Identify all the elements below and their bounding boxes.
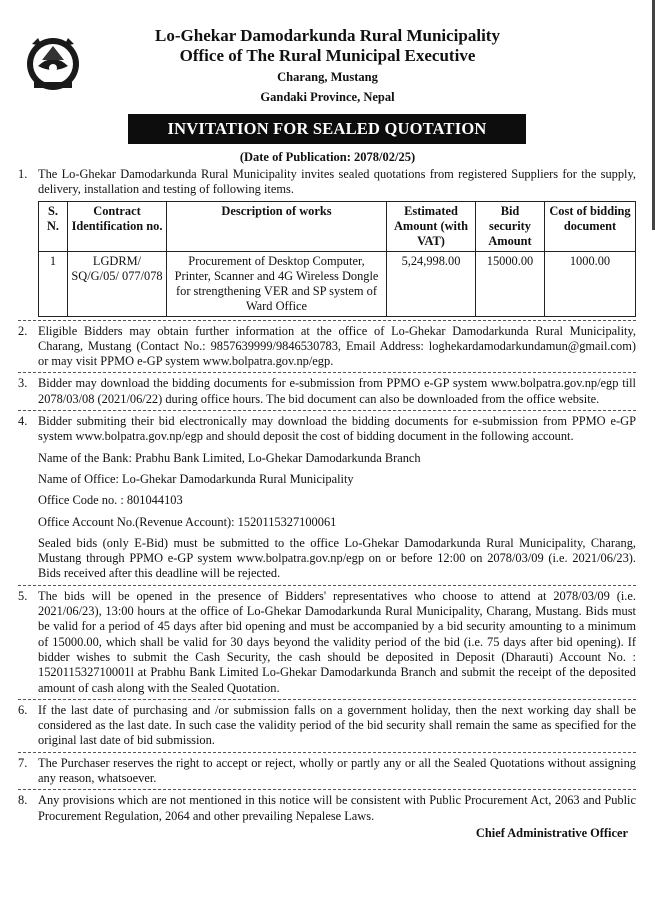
table-row <box>39 251 636 316</box>
notice-item-1 <box>18 167 636 198</box>
office-account: Office Account No.(Revenue Account): 1520115327100061 <box>38 514 337 529</box>
divider <box>18 789 636 790</box>
item-text: The bids will be opened in the presence of Bidders' representatives who choose to attend at 2078/03/09 (i.e. 2021/06/23), 13:00 hours at the office of Lo-Ghekar Damodarkunda Rural Municipality, Charang, Mustang. Bids must be valid for a period of 45 days after bid opening and must be accompanied by a bid security amounting to a minimum of 15000.00, which shall be valid for 30 days beyond the validity period of the bid (i.e. 75 days after bid opening). If bidder wishes to submit the Cash Security, the cash should be deposited in Deposit (Dharauti) Account No. : 152011532710001l at Prabhu Bank Limited Lo-Ghekar Damodarkunda Branch and submit the receipt of the deposited amount of cash along with the Sealed Quotation. <box>38 588 636 695</box>
cell-bid-security: 15000.00 <box>476 251 545 316</box>
notice-item-5 <box>18 589 636 696</box>
col-header-contract-id: Contract Identification no. <box>68 201 167 251</box>
item-number: 2. <box>18 323 28 338</box>
item-text: Bidder submiting their bid electronically may download the bidding documents for e-submission from PPMO e-GP system www.bolpatra.gov.np/egp and should deposit the cost of bidding document in the following account. <box>38 414 636 444</box>
item-number: 4. <box>18 414 28 429</box>
item-number: 3. <box>18 376 28 391</box>
item-number: 7. <box>18 755 28 770</box>
office-name: Office of The Rural Municipal Executive <box>179 46 476 65</box>
cell-cost-document: 1000.00 <box>545 251 636 316</box>
cell-description: Procurement of Desktop Computer, Printer, Scanner and 4G Wireless Dongle for strengthening VER and SP system of Ward Office <box>167 251 387 316</box>
office-province: Gandaki Province, Nepal <box>260 90 395 104</box>
notice-item-8 <box>18 793 636 824</box>
col-header-cost-document: Cost of bidding document <box>545 201 636 251</box>
notice-item-6 <box>18 703 636 749</box>
notice-item-2 <box>18 324 636 370</box>
col-header-estimated-amount: Estimated Amount (with VAT) <box>387 201 476 251</box>
cell-contract-id: LGDRM/ SQ/G/05/ 077/078 <box>68 251 167 316</box>
divider <box>18 372 636 373</box>
col-header-description: Description of works <box>167 201 387 251</box>
item-text: If the last date of purchasing and /or submission falls on a government holiday, then the next working day shall be considered as the last date. In such case the validity period of the bid security shall remain the same as specified for the original last date of bid submission. <box>38 702 636 748</box>
divider <box>18 752 636 753</box>
divider <box>18 320 636 321</box>
item-number: 6. <box>18 702 28 717</box>
cell-sn: 1 <box>39 251 68 316</box>
item-number: 8. <box>18 793 28 808</box>
col-header-bid-security: Bid security Amount <box>476 201 545 251</box>
divider <box>18 699 636 700</box>
item-text: Eligible Bidders may obtain further information at the office of Lo-Ghekar Damodarkunda Rural Municipality, Charang, Mustang (Contact No.: 9857639999/9846530783, Email Address: loghekardamodarkundamun@gmail.com) or may visit PPMO e-GP system www.bolpatra.gov.np/egp. <box>38 323 636 369</box>
notice-title-banner: INVITATION FOR SEALED QUOTATION <box>128 114 526 144</box>
divider <box>18 585 636 586</box>
office-code: Office Code no. : 801044103 <box>38 493 183 508</box>
cell-estimated-amount: 5,24,998.00 <box>387 251 476 316</box>
office-location: Charang, Mustang <box>277 70 378 84</box>
item-number: 1. <box>18 167 28 181</box>
item-text: Bidder may download the bidding documents for e-submission from PPMO e-GP system www.bolpatra.gov.np/egp till 2078/03/08 (2021/06/22) during office hours. The bid document can also be downloaded from the office website. <box>38 376 636 406</box>
publication-date: (Date of Publication: 2078/02/25) <box>239 150 416 164</box>
item-text: The Purchaser reserves the right to accept or reject, wholly or partly any or all the Sealed Quotations without assigning any reason, whatsoever. <box>38 755 636 786</box>
col-header-sn: S. N. <box>39 201 68 251</box>
signature-title: Chief Administrative Officer <box>475 825 628 840</box>
notice-body <box>18 167 636 841</box>
sealed-bids-note: Sealed bids (only E-Bid) must be submitted to the office Lo-Ghekar Damodarkunda Rural Municipality, Charang, Mustang through PPMO e-GP system www.bolpatra.gov.np/egp on or before 12:00 on 2078/03/09 (i.e. 2021/06/23). Bids received after this deadline will be rejected. <box>38 535 636 581</box>
notice-item-4 <box>18 414 636 445</box>
quotation-items-table <box>38 201 636 317</box>
divider <box>18 410 636 411</box>
table-header-row <box>39 201 636 251</box>
office-name-line: Name of Office: Lo-Ghekar Damodarkunda Rural Municipality <box>38 471 354 486</box>
notice-item-3 <box>18 376 636 407</box>
item-text: The Lo-Ghekar Damodarkunda Rural Municipality invites sealed quotations from registered Suppliers for the supply, delivery, installation and testing of following items. <box>38 167 636 197</box>
item-number: 5. <box>18 588 28 603</box>
item-text: Any provisions which are not mentioned in this notice will be consistent with Public Procurement Act, 2063 and Public Procurement Regulation, 2064 and other prevailing Nepalese Laws. <box>38 793 636 823</box>
municipality-name: Lo-Ghekar Damodarkunda Rural Municipality <box>155 26 500 45</box>
bank-name: Name of the Bank: Prabhu Bank Limited, Lo-Ghekar Damodarkunda Branch <box>38 450 421 465</box>
notice-item-7 <box>18 756 636 787</box>
